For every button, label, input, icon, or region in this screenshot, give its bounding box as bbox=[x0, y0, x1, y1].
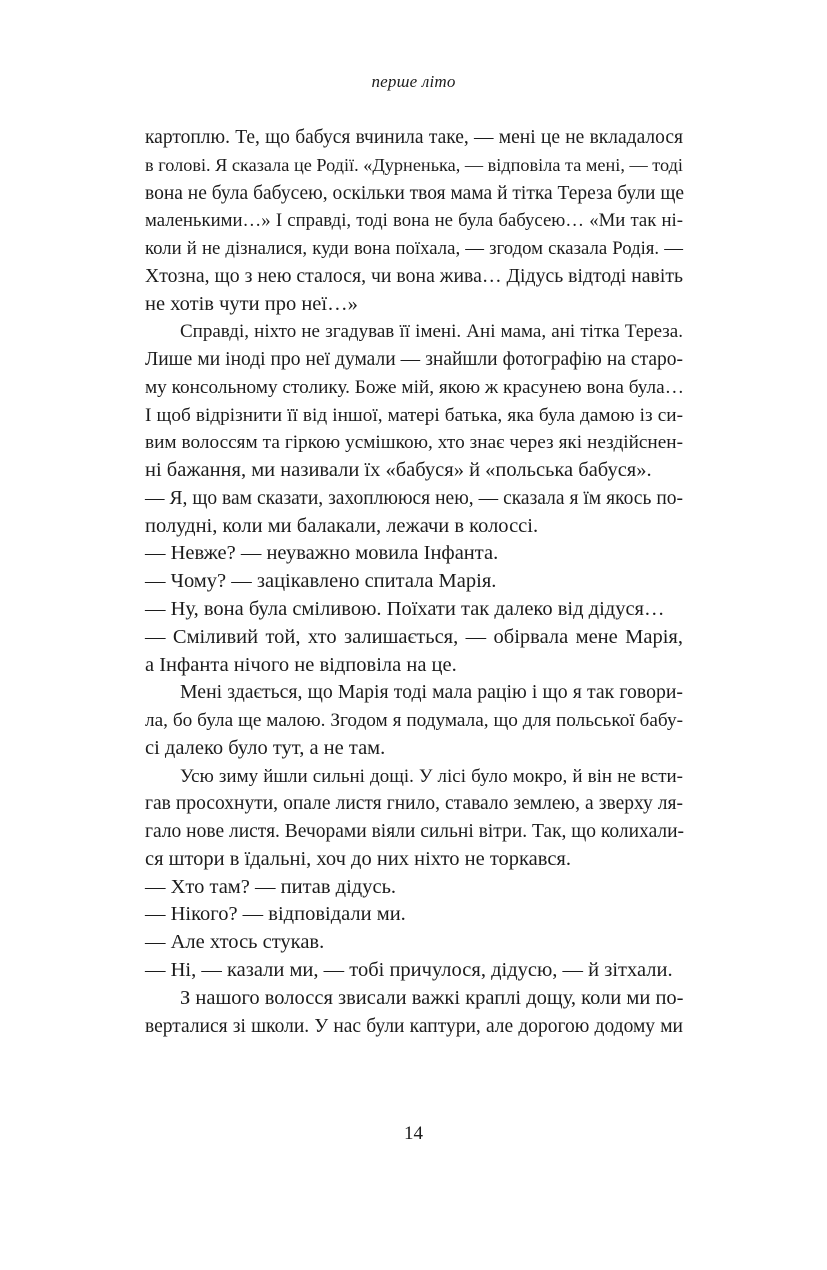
text-line: Хтозна, що з нею сталося, чи вона жива… Дідусь відтоді навіть bbox=[145, 264, 683, 287]
text-line: — Ну, вона була сміливою. Поїхати так далеко від дідуся… bbox=[145, 598, 665, 621]
text-line: ла, бо була ще малою. Згодом я подумала, що для польської бабу- bbox=[145, 710, 683, 732]
text-line: не хотів чути про неї…» bbox=[145, 292, 358, 315]
body-text bbox=[145, 124, 683, 1040]
text-line: ні бажання, ми називали їх «бабуся» й «польська бабуся». bbox=[145, 459, 652, 482]
text-line: — Сміливий той, хто залишається, — обірвала мене Марія, bbox=[145, 625, 683, 648]
text-line: — Хто там? — питав дідусь. bbox=[145, 875, 397, 898]
text-line: Усю зиму йшли сильні дощі. У лісі було мокро, й він не всти- bbox=[180, 765, 683, 787]
text-line: — Але хтось стукав. bbox=[145, 931, 325, 954]
text-line: маленькими…» І справді, тоді вона не була бабусею… «Ми так ні- bbox=[145, 210, 683, 232]
text-line: му консольному столику. Боже мій, якою ж красунею вона була… bbox=[145, 376, 684, 398]
text-line: а Інфанта нічого не відповіла на це. bbox=[145, 653, 457, 676]
text-line: гало нове листя. Вечорами віяли сильні вітри. Так, що колихали- bbox=[145, 821, 685, 843]
page-number: 14 bbox=[404, 1123, 423, 1144]
text-line: Справді, ніхто не згадував її імені. Ані мама, ані тітка Тереза. bbox=[180, 321, 683, 343]
text-line: в голові. Я сказала це Родії. «Дурненька, — відповіла та мені, — тоді bbox=[145, 154, 683, 175]
text-line: — Невже? — неуважно мовила Інфанта. bbox=[145, 542, 499, 565]
text-line: — Чому? — зацікавлено спитала Марія. bbox=[145, 570, 497, 593]
running-head: перше літо bbox=[371, 72, 456, 91]
text-line: верталися зі школи. У нас були каптури, але дорогою додому ми bbox=[145, 1015, 683, 1037]
text-line: вим волоссям та гіркою усмішкою, хто знає через які нездійснен- bbox=[145, 432, 683, 454]
text-line: Мені здається, що Марія тоді мала рацію і що я так говори- bbox=[180, 681, 683, 704]
text-line: — Ні, — казали ми, — тобі причулося, дідусю, — й зітхали. bbox=[145, 958, 673, 981]
text-line: полудні, коли ми балакали, лежачи в колоссі. bbox=[145, 514, 539, 537]
text-line: вона не була бабусею, оскільки твоя мама й тітка Тереза були ще bbox=[145, 182, 685, 204]
text-line: сі далеко було тут, а не там. bbox=[145, 736, 386, 759]
text-line: З нашого волосся звисали важкі краплі дощу, коли ми по- bbox=[180, 986, 684, 1009]
text-line: картоплю. Те, що бабуся вчинила таке, — мені це не вкладалося bbox=[145, 127, 683, 148]
text-line: ся штори в їдальні, хоч до них ніхто не торкався. bbox=[145, 847, 571, 870]
text-line: Лише ми іноді про неї думали — знайшли фотографію на старо- bbox=[145, 349, 683, 371]
text-line: коли й не дізналися, куди вона поїхала, — згодом сказала Родія. — bbox=[145, 238, 683, 260]
text-line: І щоб відрізнити її від іншої, матері батька, яка була дамою із си- bbox=[145, 404, 683, 426]
text-line: — Я, що вам сказати, захоплююся нею, — сказала я їм якось по- bbox=[145, 487, 683, 509]
text-line: — Нікого? — відповідали ми. bbox=[145, 903, 406, 926]
text-line: гав просохнути, опале листя гнило, ставало землею, а зверху ля- bbox=[145, 793, 683, 815]
